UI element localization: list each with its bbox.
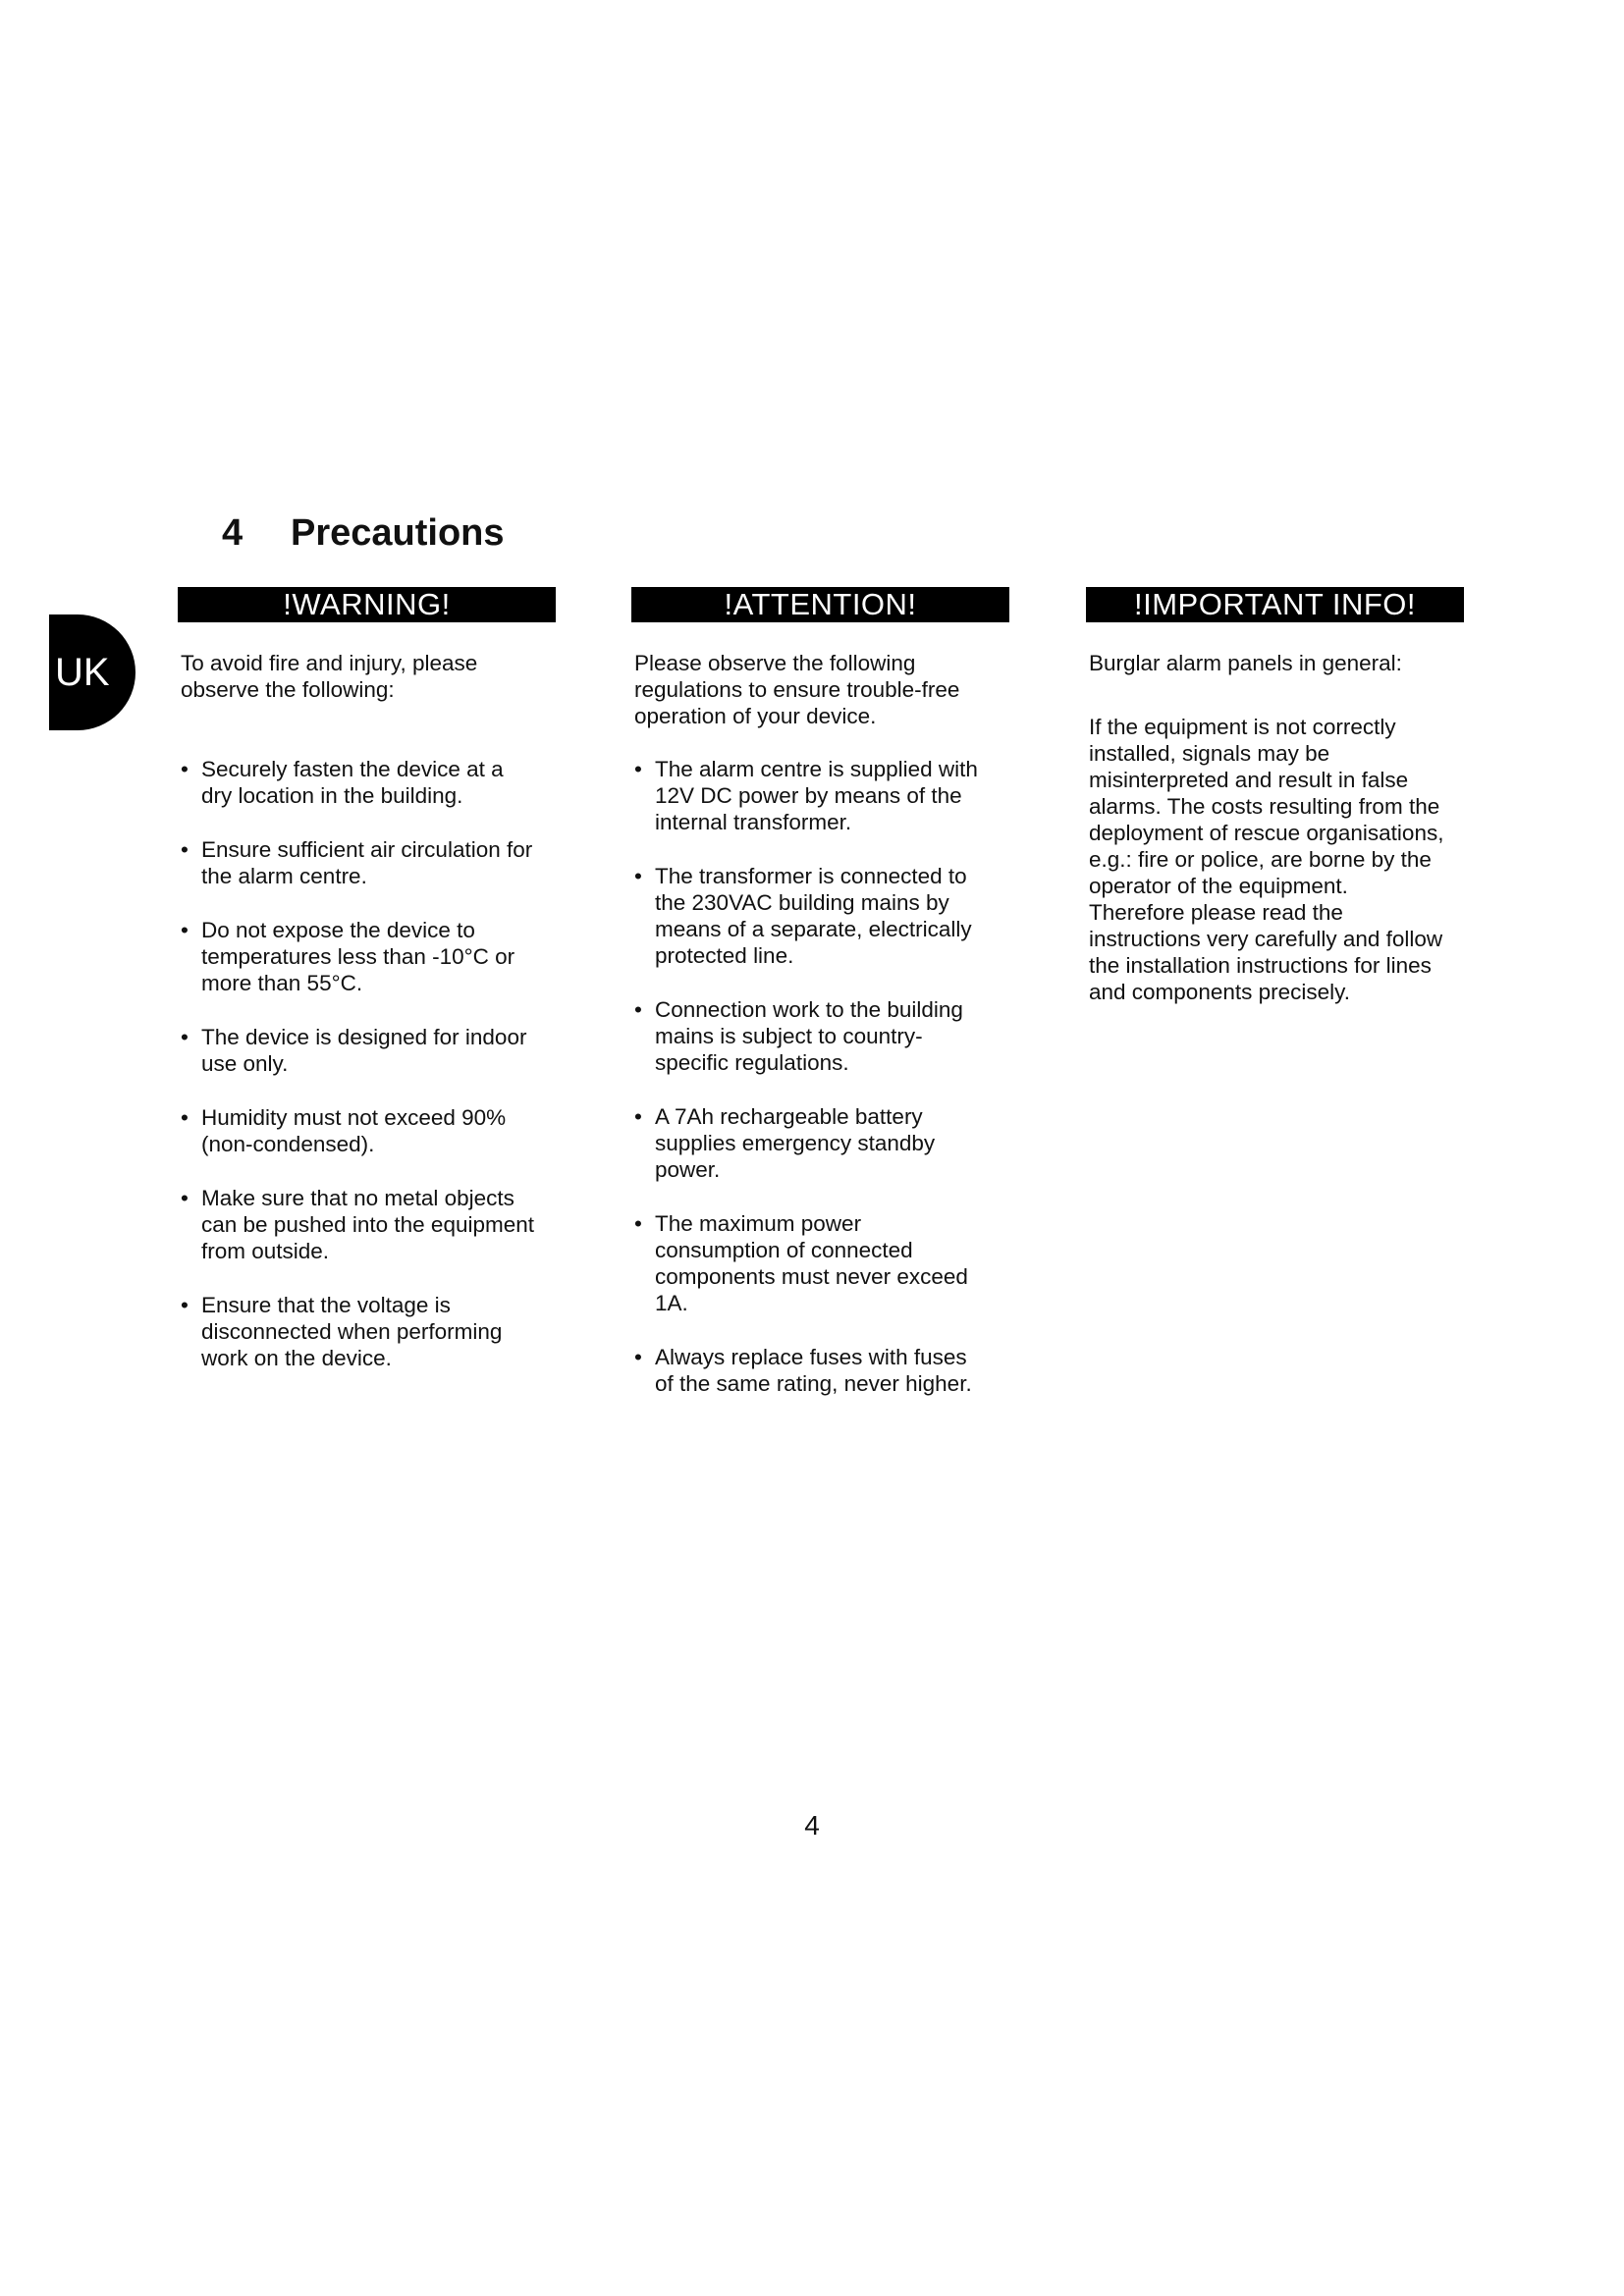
important-info-banner: !IMPORTANT INFO! (1086, 587, 1464, 622)
list-item: • The alarm centre is supplied with 12V DC power by means of the internal transformer. (634, 757, 978, 834)
list-item: • Make sure that no metal objects can be pushed into the equipment from outside. (181, 1186, 535, 1263)
bullet-icon: • (634, 757, 642, 781)
bullet-icon: • (181, 1025, 189, 1049)
uk-language-tab: UK (49, 614, 135, 730)
important-info-paragraph: If the equipment is not correctly installed, signals may be misinterpreted and result in false alarms. The costs resulting from the deployment of rescue organisations, e.g.: fire or police, are borne by the operator of the equipment. Therefore please read the instructions very carefully and follow the installation instructions for lines and components precisely. (1089, 715, 1444, 1004)
warning-intro: To avoid fire and injury, please observe the following: (181, 651, 478, 702)
attention-intro: Please observe the following regulations to ensure trouble-free operation of your device. (634, 651, 960, 728)
bullet-icon: • (181, 918, 189, 942)
attention-column (631, 587, 1009, 1424)
list-item: • The maximum power consumption of connected components must never exceed 1A. (634, 1211, 968, 1315)
bullet-icon: • (634, 1345, 642, 1369)
important-info-column (1086, 587, 1464, 1005)
section-title (222, 512, 505, 555)
list-item: • Securely fasten the device at a dry location in the building. (181, 757, 504, 808)
bullet-icon: • (181, 1105, 189, 1130)
list-item: • Humidity must not exceed 90% (non-condensed). (181, 1105, 507, 1156)
bullet-icon: • (181, 1186, 189, 1210)
list-item: • A 7Ah rechargeable battery supplies emergency standby power. (634, 1104, 936, 1182)
section-number: 4 (222, 512, 244, 554)
list-item: • The device is designed for indoor use only. (181, 1025, 527, 1076)
list-item: • Ensure sufficient air circulation for the alarm centre. (181, 837, 533, 888)
section-title-text: Precautions (291, 512, 505, 554)
bullet-icon: • (634, 1104, 642, 1129)
warning-column (178, 587, 556, 1399)
list-item: • Do not expose the device to temperatures less than -10°C or more than 55°C. (181, 918, 515, 995)
bullet-icon: • (181, 757, 189, 781)
warning-banner: !WARNING! (178, 587, 556, 622)
bullet-icon: • (634, 1211, 642, 1236)
attention-banner: !ATTENTION! (631, 587, 1009, 622)
bullet-icon: • (634, 864, 642, 888)
list-item: • Ensure that the voltage is disconnected when performing work on the device. (181, 1293, 503, 1370)
attention-list (631, 756, 1009, 1397)
list-item: • Always replace fuses with fuses of the same rating, never higher. (634, 1345, 972, 1396)
bullet-icon: • (181, 837, 189, 862)
warning-list (178, 756, 556, 1371)
important-info-intro: Burglar alarm panels in general: (1089, 651, 1402, 675)
bullet-icon: • (181, 1293, 189, 1317)
page-number: 4 (804, 1810, 820, 1841)
bullet-icon: • (634, 997, 642, 1022)
list-item: • Connection work to the building mains is subject to country- specific regulations. (634, 997, 963, 1075)
list-item: • The transformer is connected to the 230VAC building mains by means of a separate, electrically protected line. (634, 864, 972, 968)
